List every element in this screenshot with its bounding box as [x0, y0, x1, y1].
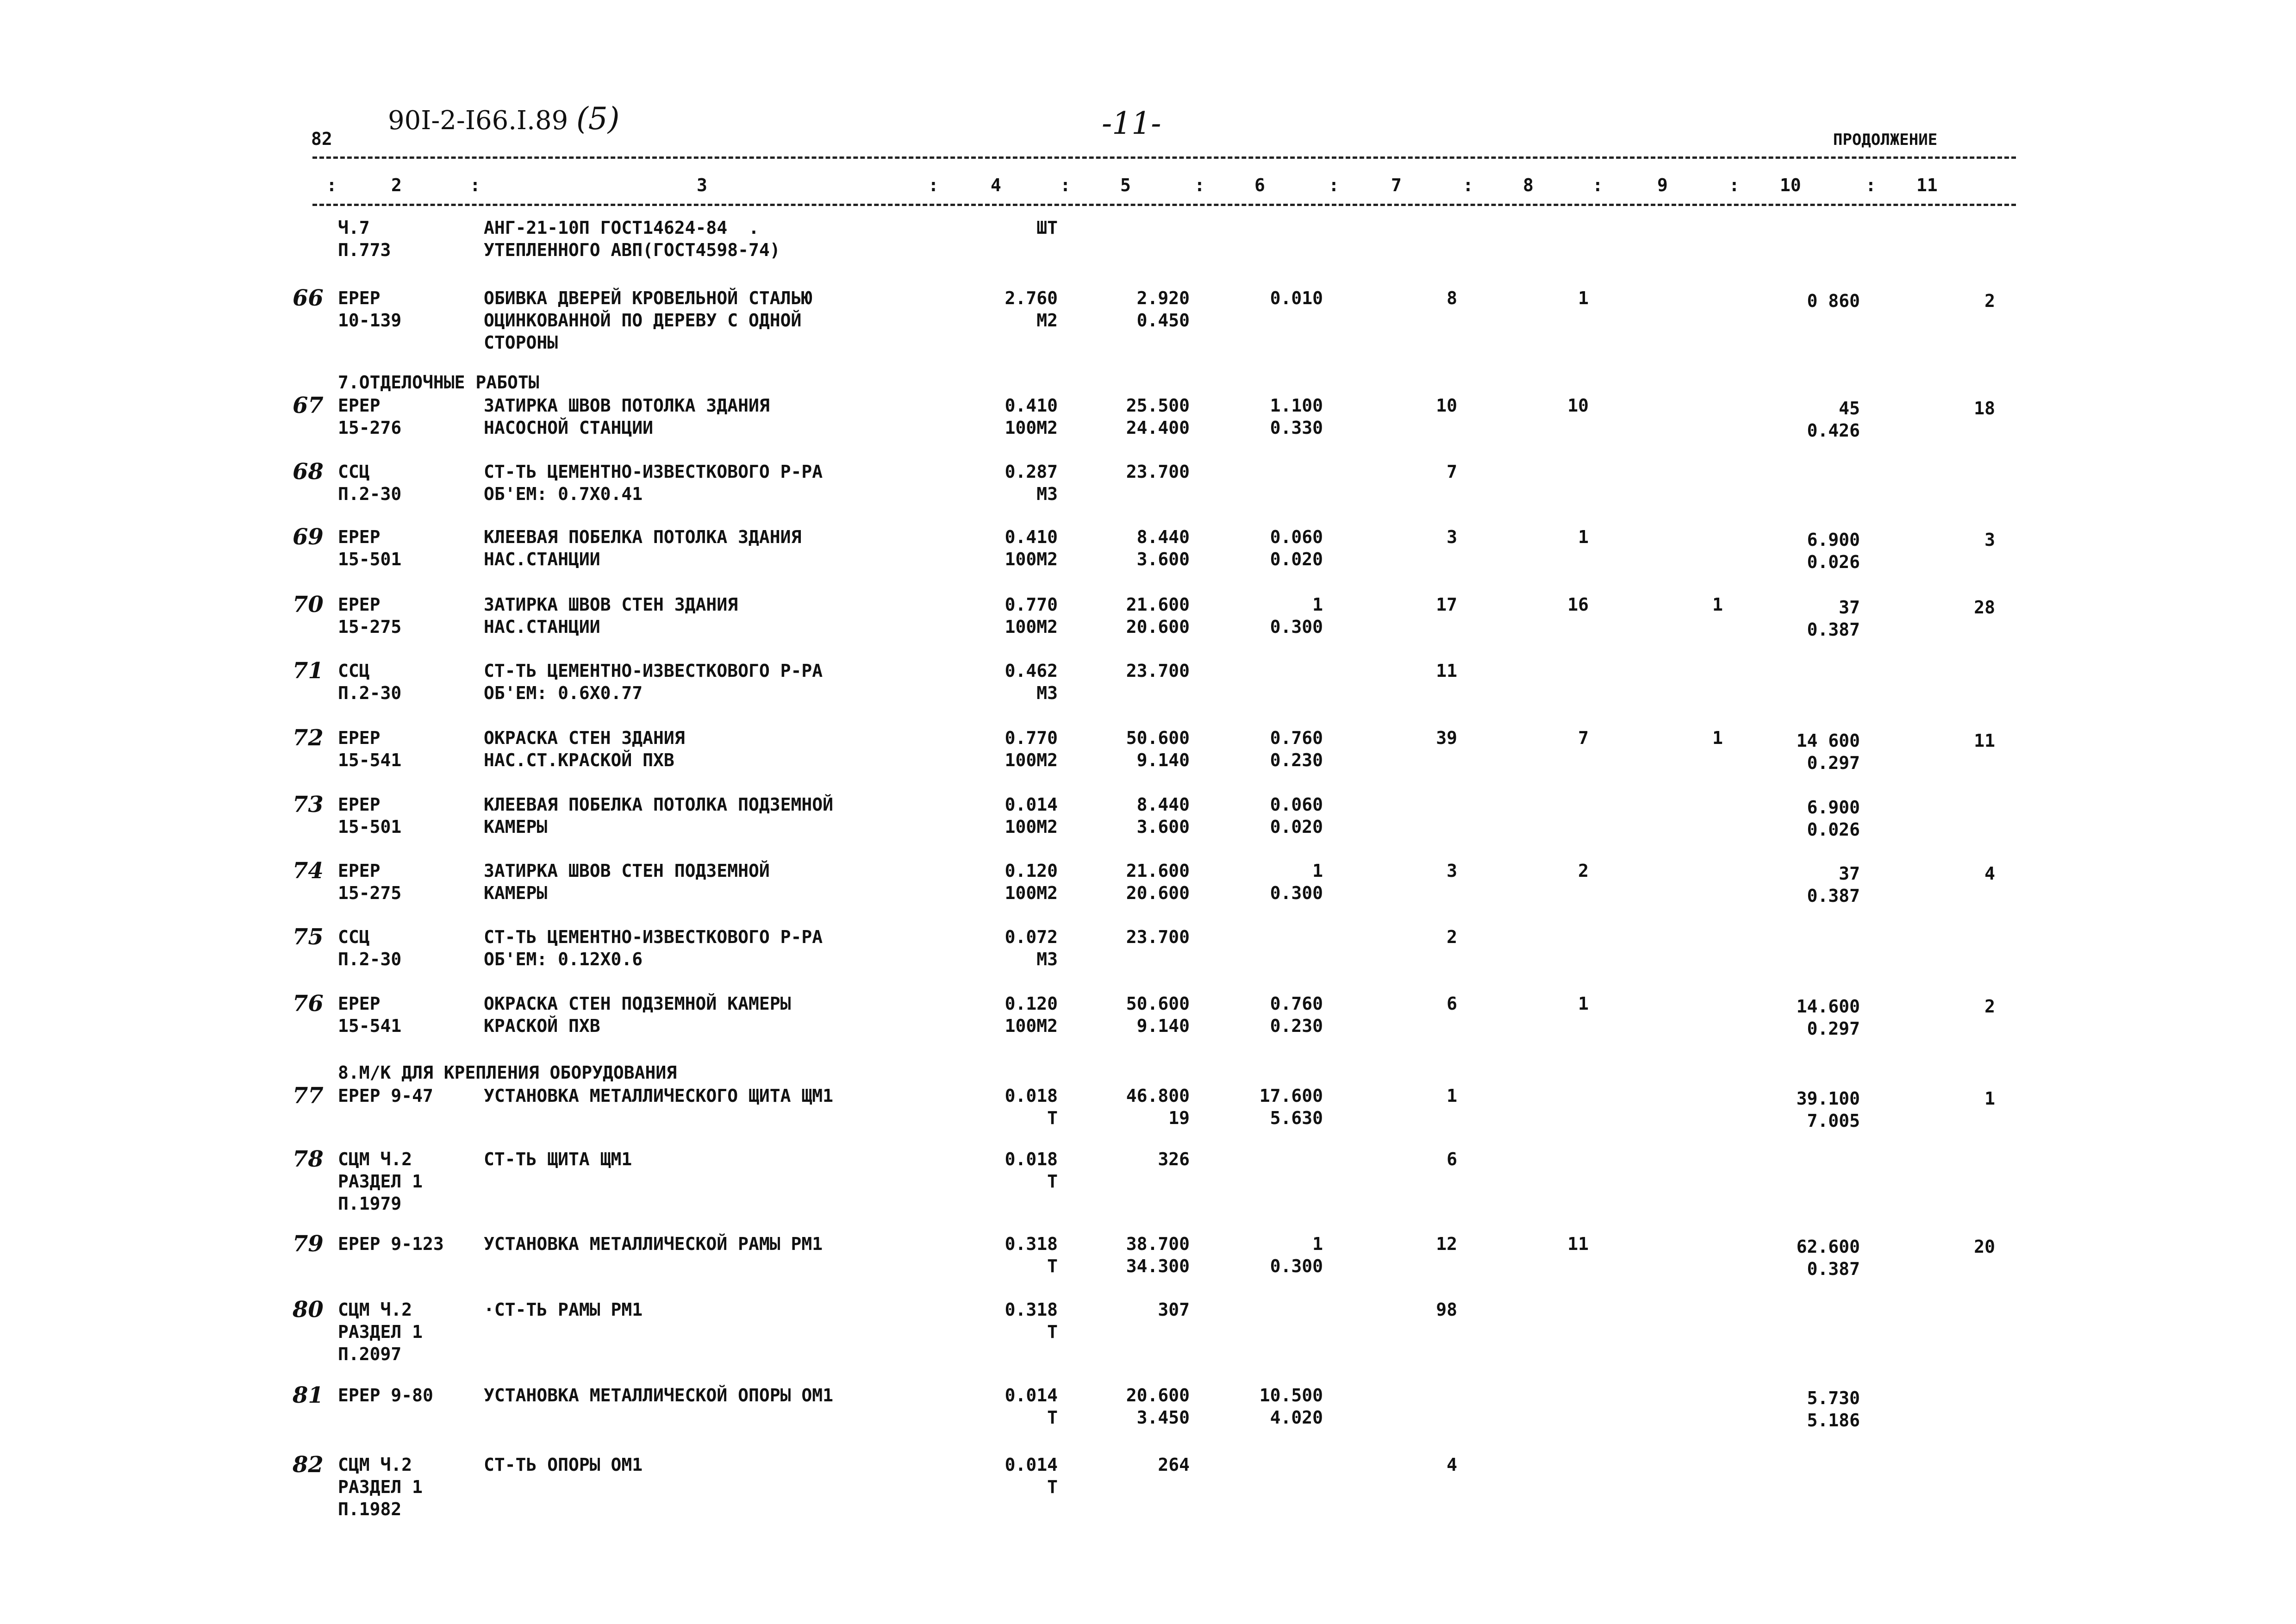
column-header-3: 3 [697, 175, 707, 195]
total-cost: 8 [1447, 288, 1457, 308]
wages-total: 1 [1578, 993, 1589, 1014]
wages-total: 11 [1567, 1234, 1589, 1254]
rate-code: П.2-30 [338, 683, 402, 703]
unit: 100М2 [1004, 1016, 1058, 1036]
wages-total: 10 [1567, 395, 1589, 416]
unit-cost: 0.450 [1136, 310, 1190, 331]
work-description: НАС.СТАНЦИИ [484, 549, 600, 569]
column-header-10: 10 [1780, 175, 1801, 195]
row-number: 79 [293, 1231, 324, 1257]
work-description: СТ-ТЬ ЦЕМЕНТНО-ИЗВЕСТКОВОГО Р-РА [484, 927, 823, 947]
total-cost: 11 [1436, 661, 1457, 681]
row-number: 74 [293, 858, 324, 884]
machine-cost: 5.630 [1270, 1108, 1323, 1128]
labor-total: 11 [1974, 731, 1995, 751]
quantity: 0.018 [1004, 1149, 1058, 1169]
rate-code: ЕРЕР [338, 993, 381, 1014]
machine-cost: 0.230 [1270, 1016, 1323, 1036]
unit-cost: 3.600 [1136, 817, 1190, 837]
row-number: 72 [293, 725, 324, 751]
unit: Т [1047, 1256, 1058, 1276]
labor-cost: 14.600 [1796, 996, 1860, 1017]
machine-cost: 0.330 [1270, 418, 1323, 438]
rate-code: 15-541 [338, 750, 402, 770]
wages-total: 2 [1578, 861, 1589, 881]
labor-cost: 6.900 [1807, 797, 1860, 818]
work-description: ЗАТИРКА ШВОВ СТЕН ПОДЗЕМНОЙ [484, 861, 770, 881]
labor-cost: 0.297 [1807, 753, 1860, 773]
unit-cost: 8.440 [1136, 794, 1190, 815]
row-number: 77 [293, 1083, 324, 1109]
machine-cost: 0.020 [1270, 817, 1323, 837]
work-description: УСТАНОВКА МЕТАЛЛИЧЕСКОЙ ОПОРЫ ОМ1 [484, 1385, 833, 1405]
work-description: КАМЕРЫ [484, 817, 548, 837]
quantity: 0.014 [1004, 1385, 1058, 1405]
machine-cost: 0.010 [1270, 288, 1323, 308]
quantity: 2.760 [1004, 288, 1058, 308]
row-number: 78 [293, 1146, 324, 1172]
total-cost: 2 [1447, 927, 1457, 947]
unit-cost: 50.600 [1126, 993, 1190, 1014]
labor-cost: 5.186 [1807, 1410, 1860, 1430]
column-header-6: 6 [1254, 175, 1265, 195]
work-description: КРАСКОЙ ПХВ [484, 1016, 600, 1036]
section-heading: 8.М/К ДЛЯ КРЕПЛЕНИЯ ОБОРУДОВАНИЯ [338, 1062, 677, 1083]
unit: 100М2 [1004, 418, 1058, 438]
total-cost: 7 [1447, 462, 1457, 482]
unit-cost: 21.600 [1126, 594, 1190, 615]
unit-cost: 23.700 [1126, 661, 1190, 681]
unit-cost: 46.800 [1126, 1086, 1190, 1106]
work-description: АНГ-21-10П ГОСТ14624-84 . [484, 218, 759, 238]
labor-cost: 7.005 [1807, 1111, 1860, 1131]
labor-cost: 14 600 [1796, 731, 1860, 751]
rate-code: П.2-30 [338, 484, 402, 504]
quantity: 0.120 [1004, 861, 1058, 881]
column-header-11: 11 [1916, 175, 1938, 195]
unit-cost: 38.700 [1126, 1234, 1190, 1254]
total-cost: 1 [1447, 1086, 1457, 1106]
column-separator: : [1866, 175, 1876, 195]
quantity: 0.410 [1004, 395, 1058, 416]
labor-cost: 0.387 [1807, 619, 1860, 640]
rate-code: 15-276 [338, 418, 402, 438]
rate-code: Ч.7 [338, 218, 370, 238]
labor-cost: 6.900 [1807, 530, 1860, 550]
labor-cost: 45 [1839, 398, 1860, 418]
labor-cost: 37 [1839, 863, 1860, 884]
rate-code: ЕРЕР 9-123 [338, 1234, 444, 1254]
labor-cost: 0.026 [1807, 819, 1860, 840]
page-number: -11- [1102, 106, 1161, 141]
quantity: 0.018 [1004, 1086, 1058, 1106]
unit: 100М2 [1004, 549, 1058, 569]
work-description: КЛЕЕВАЯ ПОБЕЛКА ПОТОЛКА ПОДЗЕМНОЙ [484, 794, 833, 815]
total-cost: 6 [1447, 1149, 1457, 1169]
labor-total: 2 [1984, 291, 1995, 311]
machine-cost: 10.500 [1259, 1385, 1323, 1405]
unit-cost: 20.600 [1126, 1385, 1190, 1405]
column-separator: : [1729, 175, 1740, 195]
unit: 100М2 [1004, 883, 1058, 903]
machine-wages: 1 [1712, 594, 1723, 615]
rate-code: П.2097 [338, 1344, 402, 1364]
quantity: 0.318 [1004, 1299, 1058, 1320]
row-number: 82 [293, 1452, 324, 1478]
rate-code: П.1979 [338, 1193, 402, 1214]
rate-code: ССЦ [338, 462, 370, 482]
unit: Т [1047, 1407, 1058, 1428]
rate-code: СЦМ Ч.2 [338, 1299, 412, 1320]
row-number: 66 [293, 285, 324, 311]
unit: Т [1047, 1322, 1058, 1342]
rate-code: 15-275 [338, 883, 402, 903]
machine-cost: 0.020 [1270, 549, 1323, 569]
unit-cost: 3.600 [1136, 549, 1190, 569]
rate-code: ЕРЕР [338, 861, 381, 881]
unit: М3 [1036, 683, 1058, 703]
work-description: УСТАНОВКА МЕТАЛЛИЧЕСКОЙ РАМЫ РМ1 [484, 1234, 823, 1254]
labor-cost: 0 860 [1807, 291, 1860, 311]
work-description: НАС.СТ.КРАСКОЙ ПХВ [484, 750, 674, 770]
rate-code: П.2-30 [338, 949, 402, 969]
total-cost: 12 [1436, 1234, 1457, 1254]
row-number: 80 [293, 1297, 324, 1323]
column-separator: : [1060, 175, 1071, 195]
quantity: ШТ [1036, 218, 1058, 238]
unit-cost: 20.600 [1126, 883, 1190, 903]
labor-total: 4 [1984, 863, 1995, 884]
work-description: ·СТ-ТЬ РАМЫ РМ1 [484, 1299, 643, 1320]
rate-code: СЦМ Ч.2 [338, 1455, 412, 1475]
rate-code: ЕРЕР [338, 728, 381, 748]
work-description: СТОРОНЫ [484, 332, 558, 353]
quantity: 0.120 [1004, 993, 1058, 1014]
total-cost: 6 [1447, 993, 1457, 1014]
unit-cost: 23.700 [1126, 927, 1190, 947]
rate-code: ССЦ [338, 927, 370, 947]
row-number: 71 [293, 658, 324, 684]
machine-cost: 0.760 [1270, 993, 1323, 1014]
labor-cost: 0.426 [1807, 420, 1860, 441]
machine-cost: 0.300 [1270, 883, 1323, 903]
machine-cost: 1 [1312, 594, 1323, 615]
total-cost: 3 [1447, 527, 1457, 547]
unit-cost: 8.440 [1136, 527, 1190, 547]
continuation-label: ПРОДОЛЖЕНИЕ [1833, 131, 1938, 149]
unit-cost: 2.920 [1136, 288, 1190, 308]
work-description: КАМЕРЫ [484, 883, 548, 903]
work-description: УСТАНОВКА МЕТАЛЛИЧЕСКОГО ЩИТА ЩМ1 [484, 1086, 833, 1106]
work-description: ОБ'ЕМ: 0.7Х0.41 [484, 484, 643, 504]
unit-cost: 23.700 [1126, 462, 1190, 482]
quantity: 0.462 [1004, 661, 1058, 681]
rate-code: РАЗДЕЛ 1 [338, 1477, 423, 1497]
work-description: ОКРАСКА СТЕН ПОДЗЕМНОЙ КАМЕРЫ [484, 993, 791, 1014]
labor-cost: 62.600 [1796, 1237, 1860, 1257]
unit-cost: 25.500 [1126, 395, 1190, 416]
work-description: ЗАТИРКА ШВОВ СТЕН ЗДАНИЯ [484, 594, 738, 615]
column-separator: : [1592, 175, 1603, 195]
unit: 100М2 [1004, 817, 1058, 837]
unit-cost: 50.600 [1126, 728, 1190, 748]
machine-cost: 1.100 [1270, 395, 1323, 416]
total-cost: 10 [1436, 395, 1457, 416]
labor-cost: 37 [1839, 597, 1860, 618]
work-description: ОКРАСКА СТЕН ЗДАНИЯ [484, 728, 685, 748]
quantity: 0.072 [1004, 927, 1058, 947]
unit-cost: 264 [1158, 1455, 1190, 1475]
labor-cost: 0.387 [1807, 886, 1860, 906]
document-code-text: 90I-2-I66.I.89 [388, 106, 568, 136]
unit: Т [1047, 1108, 1058, 1128]
labor-total: 1 [1984, 1088, 1995, 1109]
work-description: НАСОСНОЙ СТАНЦИИ [484, 418, 654, 438]
quantity: 0.014 [1004, 794, 1058, 815]
work-description: СТ-ТЬ ЦЕМЕНТНО-ИЗВЕСТКОВОГО Р-РА [484, 661, 823, 681]
rate-code: РАЗДЕЛ 1 [338, 1171, 423, 1192]
rate-code: ССЦ [338, 661, 370, 681]
work-description: ЗАТИРКА ШВОВ ПОТОЛКА ЗДАНИЯ [484, 395, 770, 416]
total-cost: 3 [1447, 861, 1457, 881]
column-separator: : [1463, 175, 1473, 195]
quantity: 0.318 [1004, 1234, 1058, 1254]
rate-code: СЦМ Ч.2 [338, 1149, 412, 1169]
unit: М3 [1036, 484, 1058, 504]
column-header-5: 5 [1120, 175, 1131, 195]
labor-cost: 39.100 [1796, 1088, 1860, 1109]
column-header-2: 2 [391, 175, 402, 195]
wages-total: 1 [1578, 288, 1589, 308]
unit-cost: 24.400 [1126, 418, 1190, 438]
work-description: СТ-ТЬ ОПОРЫ ОМ1 [484, 1455, 643, 1475]
unit: 100М2 [1004, 617, 1058, 637]
column-header-8: 8 [1523, 175, 1534, 195]
row-number: 68 [293, 459, 324, 485]
rate-code: ЕРЕР [338, 527, 381, 547]
wages-total: 1 [1578, 527, 1589, 547]
labor-cost: 0.297 [1807, 1018, 1860, 1039]
rate-code: ЕРЕР [338, 794, 381, 815]
unit-cost: 21.600 [1126, 861, 1190, 881]
quantity: 0.014 [1004, 1455, 1058, 1475]
work-description: КЛЕЕВАЯ ПОБЕЛКА ПОТОЛКА ЗДАНИЯ [484, 527, 802, 547]
rate-code: 15-501 [338, 549, 402, 569]
work-description: СТ-ТЬ ЩИТА ЩМ1 [484, 1149, 632, 1169]
wages-total: 16 [1567, 594, 1589, 615]
machine-cost: 4.020 [1270, 1407, 1323, 1428]
machine-cost: 1 [1312, 1234, 1323, 1254]
total-cost: 4 [1447, 1455, 1457, 1475]
total-cost: 17 [1436, 594, 1457, 615]
labor-total: 2 [1984, 996, 1995, 1017]
unit: М3 [1036, 949, 1058, 969]
labor-total: 28 [1974, 597, 1995, 618]
machine-cost: 0.300 [1270, 1256, 1323, 1276]
unit-cost: 3.450 [1136, 1407, 1190, 1428]
row-number: 67 [293, 393, 324, 418]
labor-cost: 5.730 [1807, 1388, 1860, 1408]
column-separator: : [928, 175, 939, 195]
section-heading: 7.ОТДЕЛОЧНЫЕ РАБОТЫ [338, 372, 539, 393]
quantity: 0.770 [1004, 594, 1058, 615]
work-description: ОЦИНКОВАННОЙ ПО ДЕРЕВУ С ОДНОЙ [484, 310, 802, 331]
rate-code: 15-541 [338, 1016, 402, 1036]
machine-cost: 17.600 [1259, 1086, 1323, 1106]
work-description: ОБ'ЕМ: 0.6Х0.77 [484, 683, 643, 703]
quantity: 0.287 [1004, 462, 1058, 482]
column-header-7: 7 [1391, 175, 1402, 195]
quantity: 0.410 [1004, 527, 1058, 547]
unit: 100М2 [1004, 750, 1058, 770]
rate-code: 10-139 [338, 310, 402, 331]
unit-cost: 34.300 [1126, 1256, 1190, 1276]
rate-code: ЕРЕР 9-47 [338, 1086, 433, 1106]
total-cost: 98 [1436, 1299, 1457, 1320]
labor-cost: 0.026 [1807, 552, 1860, 572]
unit: Т [1047, 1477, 1058, 1497]
rate-code: ЕРЕР 9-80 [338, 1385, 433, 1405]
rate-code: РАЗДЕЛ 1 [338, 1322, 423, 1342]
document-code [388, 101, 620, 137]
row-number: 81 [293, 1382, 324, 1408]
unit: М2 [1036, 310, 1058, 331]
unit: Т [1047, 1171, 1058, 1192]
row-number: 70 [293, 592, 324, 618]
unit-cost: 19 [1168, 1108, 1190, 1128]
labor-cost: 0.387 [1807, 1259, 1860, 1279]
machine-cost: 0.230 [1270, 750, 1323, 770]
rate-code: 15-275 [338, 617, 402, 637]
row-number: 73 [293, 792, 324, 818]
work-description: УТЕПЛЕННОГО АВП(ГОСТ4598-74) [484, 240, 780, 260]
unit-cost: 9.140 [1136, 750, 1190, 770]
rate-code: ЕРЕР [338, 395, 381, 416]
row-number: 75 [293, 924, 324, 950]
column-separator: : [470, 175, 480, 195]
labor-total: 20 [1974, 1237, 1995, 1257]
column-header-9: 9 [1657, 175, 1668, 195]
machine-cost: 0.060 [1270, 794, 1323, 815]
work-description: СТ-ТЬ ЦЕМЕНТНО-ИЗВЕСТКОВОГО Р-РА [484, 462, 823, 482]
unit-cost: 20.600 [1126, 617, 1190, 637]
work-description: НАС.СТАНЦИИ [484, 617, 600, 637]
rate-code: 15-501 [338, 817, 402, 837]
row-number: 76 [293, 991, 324, 1017]
unit-cost: 326 [1158, 1149, 1190, 1169]
machine-cost: 1 [1312, 861, 1323, 881]
rate-code: ЕРЕР [338, 594, 381, 615]
machine-cost: 0.760 [1270, 728, 1323, 748]
machine-wages: 1 [1712, 728, 1723, 748]
labor-total: 3 [1984, 530, 1995, 550]
column-separator: : [1329, 175, 1339, 195]
wages-total: 7 [1578, 728, 1589, 748]
column-separator: : [326, 175, 337, 195]
handwritten-mark: (5) [576, 101, 620, 137]
divider-top [312, 156, 2016, 159]
rate-code: ЕРЕР [338, 288, 381, 308]
unit-cost: 307 [1158, 1299, 1190, 1320]
unit-cost: 9.140 [1136, 1016, 1190, 1036]
quantity: 0.770 [1004, 728, 1058, 748]
labor-total: 18 [1974, 398, 1995, 418]
column-header-4: 4 [991, 175, 1001, 195]
work-description: ОБИВКА ДВЕРЕЙ КРОВЕЛЬНОЙ СТАЛЬЮ [484, 288, 812, 308]
machine-cost: 0.300 [1270, 617, 1323, 637]
machine-cost: 0.060 [1270, 527, 1323, 547]
work-description: ОБ'ЕМ: 0.12Х0.6 [484, 949, 643, 969]
page-corner-number: 82 [311, 129, 332, 149]
rate-code: П.1982 [338, 1499, 402, 1519]
divider-header [312, 204, 2016, 206]
rate-code: П.773 [338, 240, 391, 260]
row-number: 69 [293, 524, 324, 550]
column-separator: : [1194, 175, 1205, 195]
total-cost: 39 [1436, 728, 1457, 748]
